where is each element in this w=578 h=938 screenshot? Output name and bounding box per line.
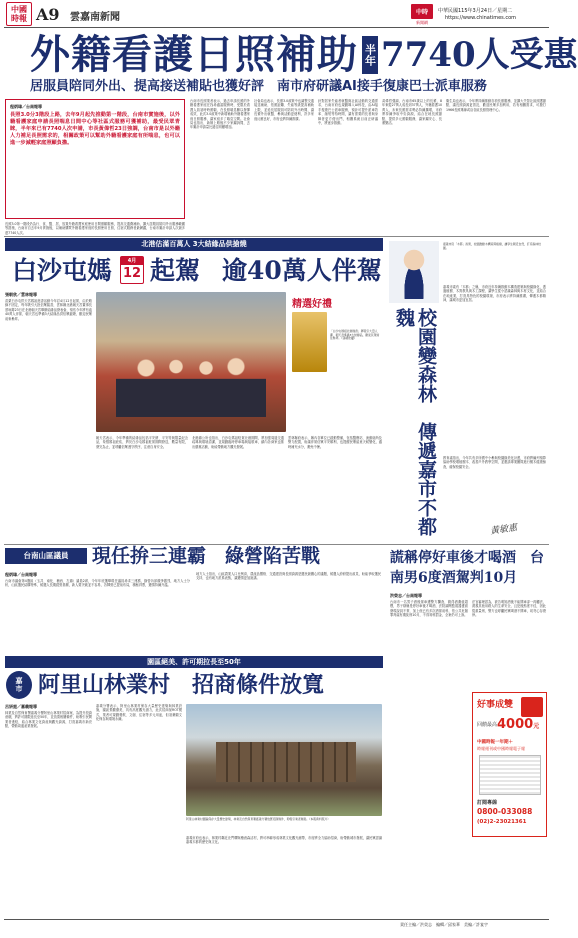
masthead-logo	[6, 2, 32, 26]
story6-byline: 呂妍庭／嘉義報導	[5, 704, 37, 709]
story5-body-2: 法官審理認為，被告明知酒後不能開車卻一再觸法，漠視其他用路人的生命安全，且犯後態度不佳，因此從重量刑，警方也呼籲民眾喝酒不開車，切勿心存僥倖。	[472, 600, 546, 618]
story1-body-1: 長照3.0第一階段仍為行、食、醫、居，放寬外籍看護家庭使用日間照顧服務，提高交通費補助，擴大居服員陪同外出服務範圍等措施，台南市自去年9月實施後，以補助購買外籍看護家庭的長照使用日照，住宿式服務者最踴躍，台南市累計申請人次最多達7740人次。	[5, 222, 185, 235]
ad-label: 訂閱專線	[477, 800, 498, 806]
brand-badge	[411, 4, 433, 19]
ad-amount-unit: 元	[533, 723, 540, 730]
ad-line4: 時報週刊或中國時報電子報	[477, 746, 525, 751]
story5-body: 台南市一名男子酒後駕車遭警方攔查，測得酒測值超標，男子辯稱是停好車後才喝酒，法院調閱監視器畫面發現說詞不實，加上他已有多次酒駕前科，依公共危險罪判處有期徒刑10月，不得易科罰金，全案仍可上訴。	[390, 600, 468, 618]
website[interactable]: https://www.chinatimes.com	[445, 15, 517, 21]
story2-byline: 張朝欣／雲林報導	[5, 292, 37, 297]
story2-gift-photo	[292, 312, 327, 372]
ad-paper-image	[479, 755, 541, 795]
region-logo-top: 嘉	[15, 677, 23, 685]
story6-region-logo	[6, 671, 32, 699]
calendar-icon	[120, 256, 144, 284]
section-title: 雲嘉南新聞	[70, 12, 120, 23]
story5-byline: 洪榮志／台南報導	[390, 593, 422, 598]
story1-body-5: 黃偉哲強調，台南市65歲以上的長輩，8年來從27萬人成長到37萬人，外籍看護10萬人，未來長照需求勢必持續擴增，市府將持續爭取中央資源，結合在地長照據點，提供多元照顧服務，讓家屬安心、長輩樂活。	[382, 99, 442, 126]
story2-kicker-text: 北港估滿百萬人 3大結緣品供搶燒	[141, 240, 247, 248]
story3-body: 嘉義市素有「木都」之稱，市府近年持續推動木構造建築與校園綠化，透過植樹、木質教具與木工課程，讓學生從小認識森林與木材文化，並結合在地產業，打造具特色的校園環境，市府表示將持續推廣，傳遞木都精神，讓城市更加宜居。	[443, 285, 546, 303]
story2-headline-b: 起駕	[150, 256, 201, 285]
ad-phone-1[interactable]: 0800-033088	[477, 807, 533, 816]
story3-body-2: 教育處指出，今年共有多所國中小參與校園綠美化計畫，市府將編列預算協助學校增植樹木、改善戶外教學空間，並邀請專業團隊進行樹木健康檢查，確保校園安全。	[443, 456, 546, 469]
story3-vertical-headline: 校園變森林 傳遞嘉市不都魏	[393, 308, 437, 536]
portrait-icon	[399, 249, 429, 299]
calendar-day: 12	[122, 266, 142, 281]
footer-credits: 責任主編／洪榮志 編輯／邱家華 美編／許宴宇	[400, 922, 488, 927]
story4-body: 台南市議會第4選區（玉井、南化、楠西、左鎮）議員2席，今年年底選舉現任議員尋求三連霸，綠營內部競爭激烈，地方人士分析，山區選民結構特殊，候選人長期經營基層，新人要突破並不容易，各陣營已提前布局，積極拜票，選情持續升溫。	[5, 579, 190, 588]
story6-photo	[186, 704, 382, 816]
story2-body-4: 雲林縣府表示，縣內各單位已啟動整備，包括醫療站、流動廁所及警力配置，盼讓伴駕信眾平安順利，也提醒民眾留意天候變化，適時補充水分，避免中暑。	[288, 436, 382, 449]
dateline: 中華民國115年3月24日／星期二	[438, 8, 513, 14]
story2-headline-a: 白沙屯媽	[12, 256, 113, 285]
story4-body-2: 地方人士指出，山區農業人口比例高，農產品價格、交通建設與長照資源是選民最關心的議題，候選人紛紛提出政見，盼能爭取選民支持，也有地方派系表態，讓選情更加詭譎。	[196, 572, 381, 581]
story2-body-3: 北港鎮公所也指出，白沙屯媽祖駐駕北港期間，將加強周邊交通疏導與環境清潔，並規劃臨時停車場與接駁車，鎮內各商家也推出優惠活動，盼能帶動地方觀光發展。	[192, 436, 284, 449]
story1-side-top	[362, 36, 378, 74]
story4-kicker	[5, 548, 87, 564]
logo-top: 中國	[11, 4, 27, 14]
story1-subhead: 居服員陪同外出、提高接送補貼也獲好評 南市府研議AI接手復康巴士派車服務	[30, 79, 487, 94]
story4-headline: 現任拚三連霸 綠營陷苦戰	[92, 545, 321, 567]
story1-lede-box	[5, 99, 185, 219]
story6-headline: 阿里山林業村 招商條件放寬	[38, 672, 325, 698]
story1-body-2: 台南市長照業者表示，過去申請長照的外籍看護家庭在找尋適當服務時，受限於看護人員須時時照顧，在長照喘息難以發揮成效，此次3.0政策中新增補助外籍看護家庭日照服務，讓家庭多了喘息空間。社會局也指出，新制上路後不少家屬詢問，去年累計申請量比過往明顯增加。	[190, 99, 250, 130]
story3-cap: 嘉義市府「木都」政策，校園推動木構造與植樹，讓學生親近自然，打造森林校園。	[443, 242, 541, 250]
photo-people	[116, 347, 266, 417]
page-number: A9	[36, 5, 60, 24]
ad-amount	[497, 717, 539, 732]
story4-byline: 程炳璋／台南報導	[5, 572, 37, 577]
story2-photo-label-box	[292, 292, 382, 312]
footer-rule	[4, 919, 549, 920]
story2-body-1: 苗栗白沙屯拱天宮媽祖進香活動今年訂4月12日起駕，由於路線不固定，每年吸引大批信眾隨香，雲林縣北港朝天宮董事長蔡咏鍀23日在北港朝天宮舉辦結緣品發表會，預估今年將有逾40萬人伴駕，朝天宮也準備3大結緣品供信眾搶燒，歡迎民眾前來參拜。	[5, 299, 92, 321]
story6-body: 林業及自然保育署嘉義分署阿里山林業村招商案，為提升投資意願，將許可期限延長至50年，並放寬相關條件，盼吸引民間業者進駐，結合林業文化資產與觀光資源，打造嘉義市新亮點，帶動周邊產業發展。	[5, 711, 92, 729]
ad-line3: 中國時報一年期＋	[477, 740, 513, 745]
story1-body-6: 衛生局也表示，今年將持續推動各項長照服務，並擴大失智社區照護據點，讓長照資源更普及，歡迎民眾多加利用，若有相關需求，可撥打1966長照專線或洽各區長照管理中心。	[446, 99, 546, 112]
story2-headline-c: 逾40萬人伴駕	[222, 256, 382, 285]
ad-amount-value: 4000	[497, 717, 534, 732]
story5-headline-text: 謊稱停好車後才喝酒 台南男6度酒駕判10月	[390, 550, 544, 586]
rule-1	[4, 236, 549, 237]
story3-signature: 黃敏惠	[489, 523, 518, 537]
story6-photo-caption: 阿里山林業村園區保存大量歷史建築，林業及自然保育署嘉義分署放寬招商條件，盼吸引業者進駐。（本報資料照片）	[186, 817, 331, 821]
story6-body-3: 嘉義市府也表示，林業村鄰近北門驛與檜意森活村，將可串聯形成林業文化觀光廊帶，市府將全力協助招商，盼帶動城市發展，讓民眾認識嘉義木都的歷史與文化。	[186, 836, 382, 845]
header-rule	[4, 27, 549, 28]
story4-kicker-text: 台南山區議員	[23, 551, 69, 560]
ad-phone-2[interactable]: (02)2-23021361	[477, 819, 527, 825]
subscription-ad[interactable]	[472, 692, 547, 837]
logo-bottom: 時報	[11, 13, 27, 23]
story1-headline: 外籍看護日照補助	[30, 31, 358, 78]
ad-title-line1: 好事成雙	[477, 700, 514, 710]
story6-body-2: 嘉義分署表示，阿里山林業村保存大量歷史建築與林業設施，園區景觀優美，具有高度觀光潛力，此次招商採ROT模式，業者可規劃餐飲、文創、住宿等多元用途，但須兼顧文化保存與環境永續。	[96, 704, 182, 722]
story2-kicker	[5, 238, 383, 251]
story2-photo-caption: 「白沙屯媽祖北港進香」將吸引大量人潮，朝天宮準備3大結緣品，歡迎民眾前往參拜。（張朝欣攝）	[330, 329, 380, 341]
photo-building	[216, 742, 356, 782]
story2-body-2: 朝天宮表示，今年準備的結緣品包括平安餅、平安符與限量紀念品，象徵媽祖庇佑，將於白沙屯媽祖駐駕期間發送，數量有限，發完為止，並呼籲信眾遵守秩序，注意自身安全。	[96, 436, 188, 449]
story1-byline: 程炳璋／台南報導	[10, 104, 42, 109]
story1-lede: 長照3.0分3階段上路，去年9月起先推動第一階段，台南市實施後，以外籍看護家庭申請長照喘息日間中心等社區式服務可獲補助，最受民眾青睞，半年來已有7740人次申請，市長黃偉哲23日強調，台南市是以外籍人力補足長照需求的，相關政策可以幫助外籍看護家庭有所喘息，也可以進一步減輕家庭照顧負擔。	[10, 112, 180, 146]
calendar-month: 4月	[121, 257, 143, 265]
story3-portrait-box	[389, 241, 439, 303]
story6-kicker	[5, 656, 383, 668]
ad-title-line2: 回饋最高	[477, 722, 498, 728]
story6-kicker-text: 園區絕美、許可期拉長至50年	[147, 658, 241, 666]
story2-photo-label: 精選好禮	[292, 299, 332, 310]
story1-body-3: 社會局也表示，長照3.0政策中也調整交通接送補助，依照距離、失能等級提高補助上限，並延長居服員可陪同外出時間，讓長輩外出就醫、參與活動更便利，許多家庭反應良好，市府也將持續推廣。	[254, 99, 314, 121]
side-top-text: 半年	[363, 44, 377, 66]
brand-badge-text: 中時	[415, 9, 428, 16]
story5-headline	[390, 548, 546, 588]
brand-sub: 新聞網	[416, 20, 428, 25]
ad-gift-icon	[521, 697, 543, 717]
region-logo-bottom: 市	[15, 685, 23, 693]
story2-photo	[96, 292, 286, 432]
story1-body-4: 針對居家失能者就醫與社區活動的交通需求，台南市府也規劃導入AI科技，由AI接手復康巴士派車服務，預計可提升派車效率、縮短等待時間，讓有需要的長者與身障者更方便出門，相關系統目前正研議中，將逐步推動。	[318, 99, 378, 126]
story1-side-bottom: 7740人受惠	[381, 35, 578, 75]
